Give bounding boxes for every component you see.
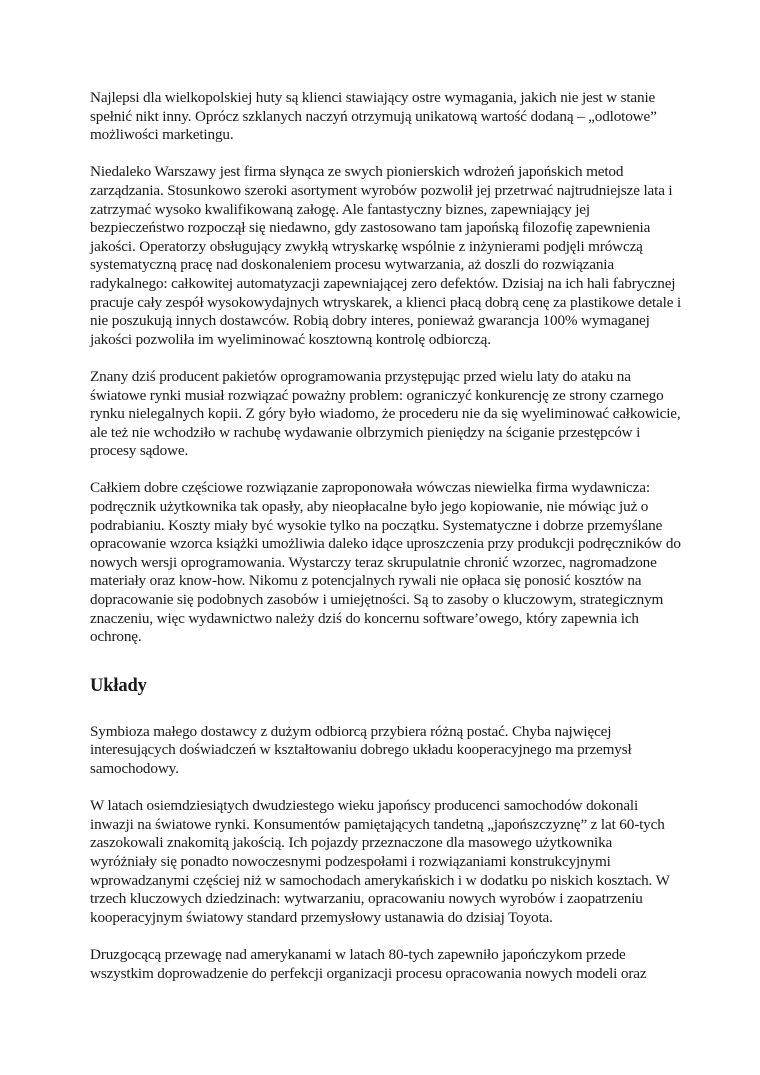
paragraph: W latach osiemdziesiątych dwudziestego wieku japońscy producenci samochodów dokonali inwazji na światowe rynki. Konsumentów pamiętających tandetną „japońszczyznę” z lat 60-tych zaszokowali znakomitą jakością. Ich pojazdy przeznaczone dla masowego użytkownika wyróżniały się ponadto nowoczesnymi podzespołami i rozwiązaniami konstrukcyjnymi wprowadzanymi częściej niż w samochodach amerykańskich i w dodatku po niskich kosztach. W trzech kluczowych dziedzinach: wytwarzaniu, opracowaniu nowych wyrobów i zaopatrzeniu kooperacyjnym światowy standard przemysłowy ustanawia do dzisiaj Toyota. xyxy=(90,797,670,926)
document-body xyxy=(90,89,682,1002)
paragraph: Druzgocącą przewagę nad amerykanami w latach 80-tych zapewniło japończykom przede wszystkim doprowadzenie do perfekcji organizacji procesu opracowania nowych modeli oraz xyxy=(90,945,647,982)
paragraph: Znany dziś producent pakietów oprogramowania przystępując przed wielu laty do ataku na światowe rynki musiał rozwiązać poważny problem: ograniczyć konkurencję ze strony czarnego rynku nielegalnych kopii. Z góry było wiadomo, że procederu nie da się wyeliminować całkowicie, ale też nie wchodziło w rachubę wydawanie olbrzymich pieniędzy na ściganie przestępców i procesy sądowe. xyxy=(90,367,681,460)
paragraph: Symbioza małego dostawcy z dużym odbiorcą przybiera różną postać. Chyba najwięcej interesujących doświadczeń w kształtowaniu dobrego układu kooperacyjnego ma przemysł samochodowy. xyxy=(90,722,632,777)
paragraph: Całkiem dobre częściowe rozwiązanie zaproponowała wówczas niewielka firma wydawnicza: podręcznik użytkownika tak opasły, aby nieopłacalne było jego kopiowanie, nie mówiąc już o podrabianiu. Koszty miały być wysokie tylko na początku. Systematyczne i dobrze przemyślane opracowanie wzorca książki umożliwia daleko idące uproszczenia przy produkcji podręczników do nowych wersji oprogramowania. Wystarczy teraz skrupulatnie chronić wzorzec, nagromadzone materiały oraz know-how. Nikomu z potencjalnych rywali nie opłaca się ponosić kosztów na dopracowanie się podobnych zasobów i umiejętności. Są to zasoby o kluczowym, strategicznym znaczeniu, więc wydawnictwo należy dziś do koncernu software’owego, który zapewnia ich ochronę. xyxy=(90,479,681,646)
paragraph: Niedaleko Warszawy jest firma słynąca ze swych pionierskich wdrożeń japońskich metod zarządzania. Stosunkowo szeroki asortyment wyrobów pozwolił jej przetrwać najtrudniejsze lata i zatrzymać wysoko kwalifikowaną załogę. Ale fantastyczny biznes, zapewniający jej bezpieczeństwo rozpoczął się niedawno, gdy zastosowano tam japońską filozofię zapewnienia jakości. Operatorzy obsługujący zwykłą wtryskarkę wspólnie z inżynierami podjęli mrówczą systematyczną pracę nad doskonaleniem procesu wytwarzania, aż doszli do rozwiązania radykalnego: całkowitej automatyzacji zapewniającej zero defektów. Dzisiaj na ich hali fabrycznej pracuje cały zespół wysokowydajnych wtryskarek, a klienci płacą dobrą cenę za plastikowe detale i nie poszukują innych dostawców. Robią dobry interes, ponieważ gwarancja 100% wymaganej jakości pozwoliła im wyeliminować kosztowną kontrolę odbiorczą. xyxy=(90,163,682,348)
section-heading: Układy xyxy=(90,675,147,696)
paragraph: Najlepsi dla wielkopolskiej huty są klienci stawiający ostre wymagania, jakich nie jest w stanie spełnić nikt inny. Oprócz szklanych naczyń otrzymują unikatową wartość dodaną – „odlotowe” możliwości marketingu. xyxy=(90,89,657,144)
